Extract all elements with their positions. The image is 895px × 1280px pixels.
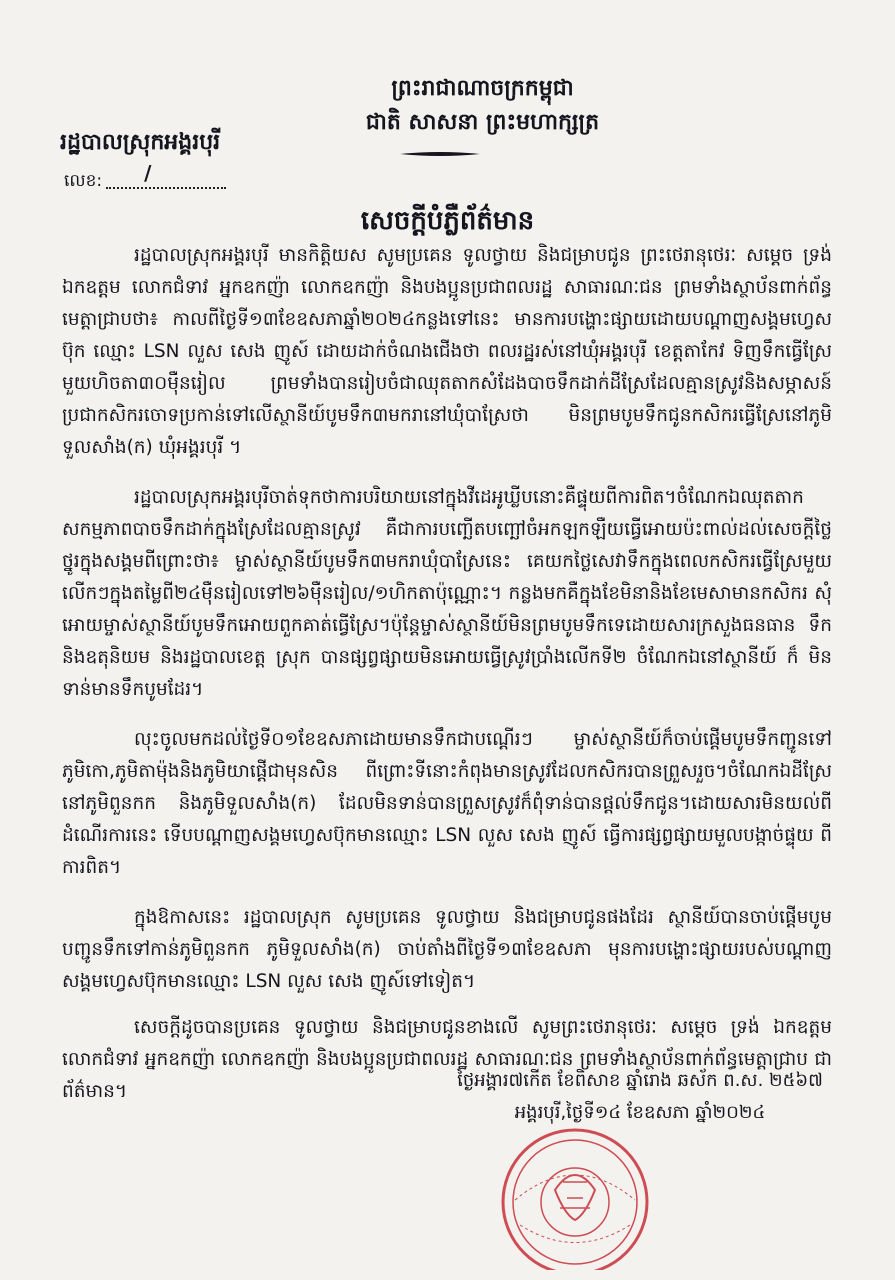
national-motto: ជាតិ សាសនា ព្រះមហាក្សត្រ [365, 110, 600, 135]
reference-blank [106, 161, 226, 189]
paragraph-4: ក្នុងឱកាសនេះ រដ្ឋបាលស្រុក សូមប្រគេន ទូលថ្វាយ និងជម្រាបជូនផងដែរ ស្ថានីយ៍បានចាប់ផ្តើមបូម បញ្ជូនទឹកទៅកាន់ភូមិពួនកក ភូមិទួលសាំង(ក) ចាប់តាំងពីថ្ងៃទី១៣ខែឧសភា មុនការបង្ហោះផ្សាយរបស់បណ្តាញ សង្គមហ្វេសប៊ុកមានឈ្មោះ LSN លួស សេង ញូស៍ទៅទៀត។ [62, 907, 832, 992]
official-seal-icon [485, 1120, 660, 1270]
lunar-date: ថ្ងៃអង្គារ៧កើត ខែពិសាខ ឆ្នាំរោង ឆស័ក ព.ស. ២៥៦៧ [457, 1070, 823, 1091]
paragraph-3: លុះចូលមកដល់ថ្ងៃទី០១ខែឧសភាដោយមានទឹកជាបណ្តើរៗ ម្ចាស់ស្ថានីយ៍ក៏ចាប់ផ្តើមបូមទឹកញ្ជូនទៅ ភូមិកោ,ភូមិតាម៉ុងនិងភូមិយាផ្តើជាមុនសិន ពីព្រោះទីនោះកំពុងមានស្រូវដែលកសិករបានព្រួសរួច។ចំណែកឯដីស្រែ នៅភូមិពួនកក និងភូមិទួលសាំង(ក) ដែលមិនទាន់បានព្រួសស្រូវក៏ពុំទាន់បានផ្តល់ទឹកជូន។ដោយសារមិនយល់ពី ដំណើរការនេះ ទើបបណ្តាញសង្គមហ្វេសប៊ុកមានឈ្មោះ LSN លួស សេង ញូស៍ ធ្វើការផ្សព្វផ្សាយមួលបង្កាច់ផ្ទុយ ពីការពិត។ [62, 729, 832, 878]
paragraph-1: រដ្ឋបាលស្រុកអង្គរបុរី មានកិត្តិយស សូមប្រគេន ទូលថ្វាយ និងជម្រាបជូន ព្រះថេរានុថេរៈ សម្តេច ទ្រង់ ឯកឧត្តម លោកជំទាវ អ្នកឧកញ៉ា លោកឧកញ៉ា និងបងប្អូនប្រជាពលរដ្ឋ សាធារណៈជន ព្រមទាំងស្ថាប័នពាក់ព័ន្ធ មេត្តាជ្រាបថា៖ កាលពីថ្ងៃទី១៣ខែឧសភាឆ្នាំ២០២៤កន្លងទៅនេះ មានការបង្ហោះផ្សាយដោយបណ្តាញសង្គមហ្វេស ប៊ុក ឈ្មោះ LSN លួស សេង ញូស៍ ដោយដាក់ចំណងជើងថា ពលរដ្ឋរស់នៅឃុំអង្គរបុរី ខេត្តតាកែវ ទិញទឹកធ្វើស្រែ មួយហិចតា៣០ម៉ឺនរៀល ព្រមទាំងបានរៀបចំជាឈុតតាកសំដែងបាចទឹកដាក់ដីស្រែដែលគ្មានស្រូវនិងសម្ភាសន៍ ប្រជាកសិករចោទប្រកាន់ទៅលើស្ថានីយ៍បូមទឹក៣មករានៅឃុំបាស្រែថា មិនព្រមបូមទឹកជូនកសិករធ្វើស្រែនៅភូមិ ទួលសាំង(ក) ឃុំអង្គរបុរី ។ [62, 245, 832, 458]
solar-date: អង្គរបុរី,ថ្ងៃទី១៤ ខែឧសភា ឆ្នាំ២០២៤ [514, 1102, 766, 1123]
paragraph-5: សេចក្តីដូចបានប្រគេន ទូលថ្វាយ និងជម្រាបជូនខាងលើ សូមព្រះថេរានុថេរៈ សម្តេច ទ្រង់ ឯកឧត្តម លោកជំទាវ អ្នកឧកញ៉ា លោកឧកញ៉ា និងបងប្អូនប្រជាពលរដ្ឋ សាធារណៈជន ព្រមទាំងស្ថាប័នពាក់ព័ន្ធមេត្តាជ្រាប ជាព័ត៌មាន។ [62, 1017, 832, 1102]
document-body [62, 240, 832, 1126]
document-title: សេចក្តីបំភ្លឺព័ត៌មាន [360, 206, 535, 236]
kingdom-name: ព្រះរាជាណាចក្រកម្ពុជា [391, 76, 574, 101]
issuing-authority: រដ្ឋបាលស្រុកអង្គរបុរី [60, 130, 221, 155]
handwritten-mark: / [144, 161, 152, 185]
reference-label: លេខ: [64, 171, 103, 191]
paragraph-2: រដ្ឋបាលស្រុកអង្គរបុរីចាត់ទុកថាការបរិយាយនៅក្នុងវីដេអូឃ្លីបនោះគឺផ្ទុយពីការពិត។ចំណែកឯឈុតតាក សកម្មភាពបាចទឹកដាក់ក្នុងស្រែដែលគ្មានស្រូវ គឺជាការបញ្ឆើតបញ្ឆៅចំអកឡកឡឺយធ្វើអោយប៉ះពាល់ដល់សេចក្តីថ្លៃ ថ្នូរក្នុងសង្គមពីព្រោះថា៖ ម្ចាស់ស្ថានីយ៍បូមទឹក៣មករាឃុំបាស្រែនេះ គេយកថ្លៃសេវាទឹកក្នុងពេលកសិករធ្វើស្រែមួយ លើកៗក្នុងតម្លៃពី២៤ម៉ឺនរៀលទៅ២៦ម៉ឺនរៀល/១ហិកតាប៉ុណ្ណោះ។ កន្លងមកគឺក្នុងខែមិនានិងខែមេសាមានកសិករ សុំអោយម្ចាស់ស្ថានីយ៍បូមទឹកអោយពួកគាត់ធ្វើស្រែ។ប៉ុន្តែម្ចាស់ស្ថានីយ៍មិនព្រមបូមទឹកទេដោយសារក្រសួងធនធាន ទឹកនិងឧតុនិយម និងរដ្ឋបាលខេត្ត ស្រុក បានផ្សព្វផ្សាយមិនអោយធ្វើស្រូវប្រាំងលើកទី២ ចំណែកឯនៅស្ថានីយ៍ ក៏ មិនទាន់មានទឹកបូមដែរ។ [62, 487, 832, 700]
reference-number [64, 161, 226, 195]
motto-ornament [400, 151, 480, 157]
